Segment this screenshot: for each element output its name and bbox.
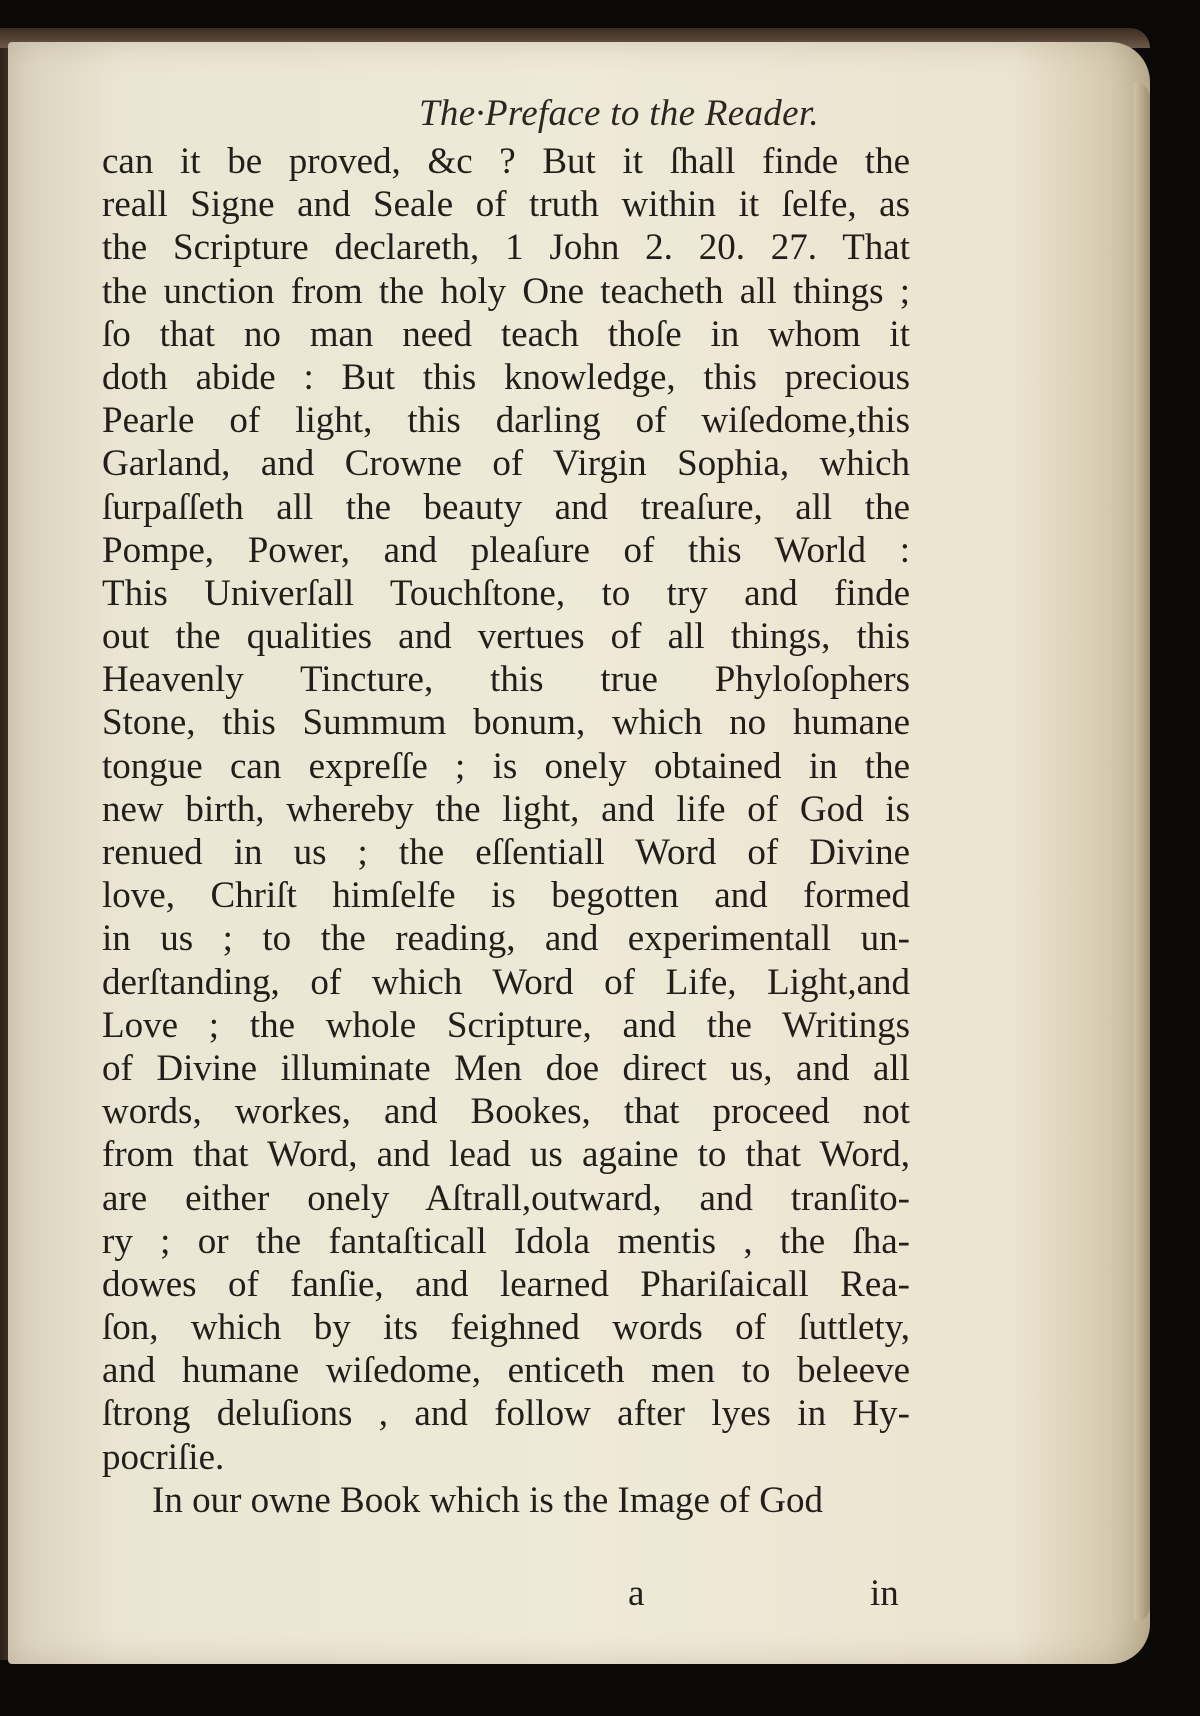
text-line: in us ; to the reading, and experimentall un- [102, 918, 910, 960]
signature-mark: a [628, 1573, 645, 1614]
text-line: renued in us ; the eſſentiall Word of Divine [102, 832, 910, 873]
text-line: from that Word, and lead us againe to that Word, [102, 1134, 910, 1176]
text-line: Heavenly Tincture, this true Phyloſophers [102, 659, 910, 701]
text-line: This Univerſall Touchſtone, to try and finde [102, 572, 910, 614]
text-line: pocriſie. [102, 1436, 225, 1478]
text-line: Love ; the whole Scripture, and the Writings [102, 1004, 910, 1046]
text-line: ſo that no man need teach thoſe in whom it [102, 313, 910, 355]
text-line: words, workes, and Bookes, that proceed not [102, 1091, 910, 1133]
page-fore-edge [1134, 82, 1150, 1622]
text-line: new birth, whereby the light, and life of God is [102, 788, 910, 830]
text-line: derſtanding, of which Word of Life, Light,and [102, 961, 910, 1003]
text-line: tongue can expreſſe ; is onely obtained in the [102, 745, 910, 787]
text-line-paragraph-start: In our owne Book which is the Image of God [152, 1479, 824, 1521]
text-line: Pompe, Power, and pleaſure of this World : [102, 529, 910, 571]
text-line: Pearle of light, this darling of wiſedome,this [102, 400, 910, 442]
text-line: the unction from the holy One teacheth all things ; [102, 270, 910, 312]
text-line: can it be proved, &c ? But it ſhall finde the [102, 141, 910, 182]
running-head: The·Preface to the Reader. [419, 93, 819, 134]
text-line: out the qualities and vertues of all things, this [102, 616, 910, 658]
text-line: the Scripture declareth, 1 John 2. 20. 27. That [102, 227, 910, 269]
text-line: Stone, this Summum bonum, which no humane [102, 702, 910, 744]
text-line: and humane wiſedome, enticeth men to beleeve [102, 1350, 910, 1392]
text-line: reall Signe and Seale of truth within it ſelfe, as [102, 184, 910, 226]
text-line: ſtrong deluſions , and follow after lyes in Hy- [102, 1393, 910, 1435]
text-line: love, Chriſt himſelfe is begotten and formed [102, 875, 910, 917]
text-line: ſurpaſſeth all the beauty and treaſure, all the [102, 486, 910, 528]
text-line: ry ; or the fantaſticall Idola mentis , the ſha- [102, 1220, 910, 1262]
book-page [8, 42, 1150, 1664]
text-line: Garland, and Crowne of Virgin Sophia, which [102, 443, 910, 485]
body-text [102, 140, 910, 1522]
text-line: doth abide : But this knowledge, this precious [102, 356, 910, 398]
text-line: of Divine illuminate Men doe direct us, and all [102, 1047, 910, 1089]
text-line: ſon, which by its feighned words of ſuttlety, [102, 1307, 910, 1349]
text-line: are either onely Aſtrall,outward, and tranſito- [102, 1177, 910, 1219]
catchword: in [870, 1573, 899, 1614]
text-line: dowes of fanſie, and learned Phariſaicall Rea- [102, 1263, 910, 1305]
